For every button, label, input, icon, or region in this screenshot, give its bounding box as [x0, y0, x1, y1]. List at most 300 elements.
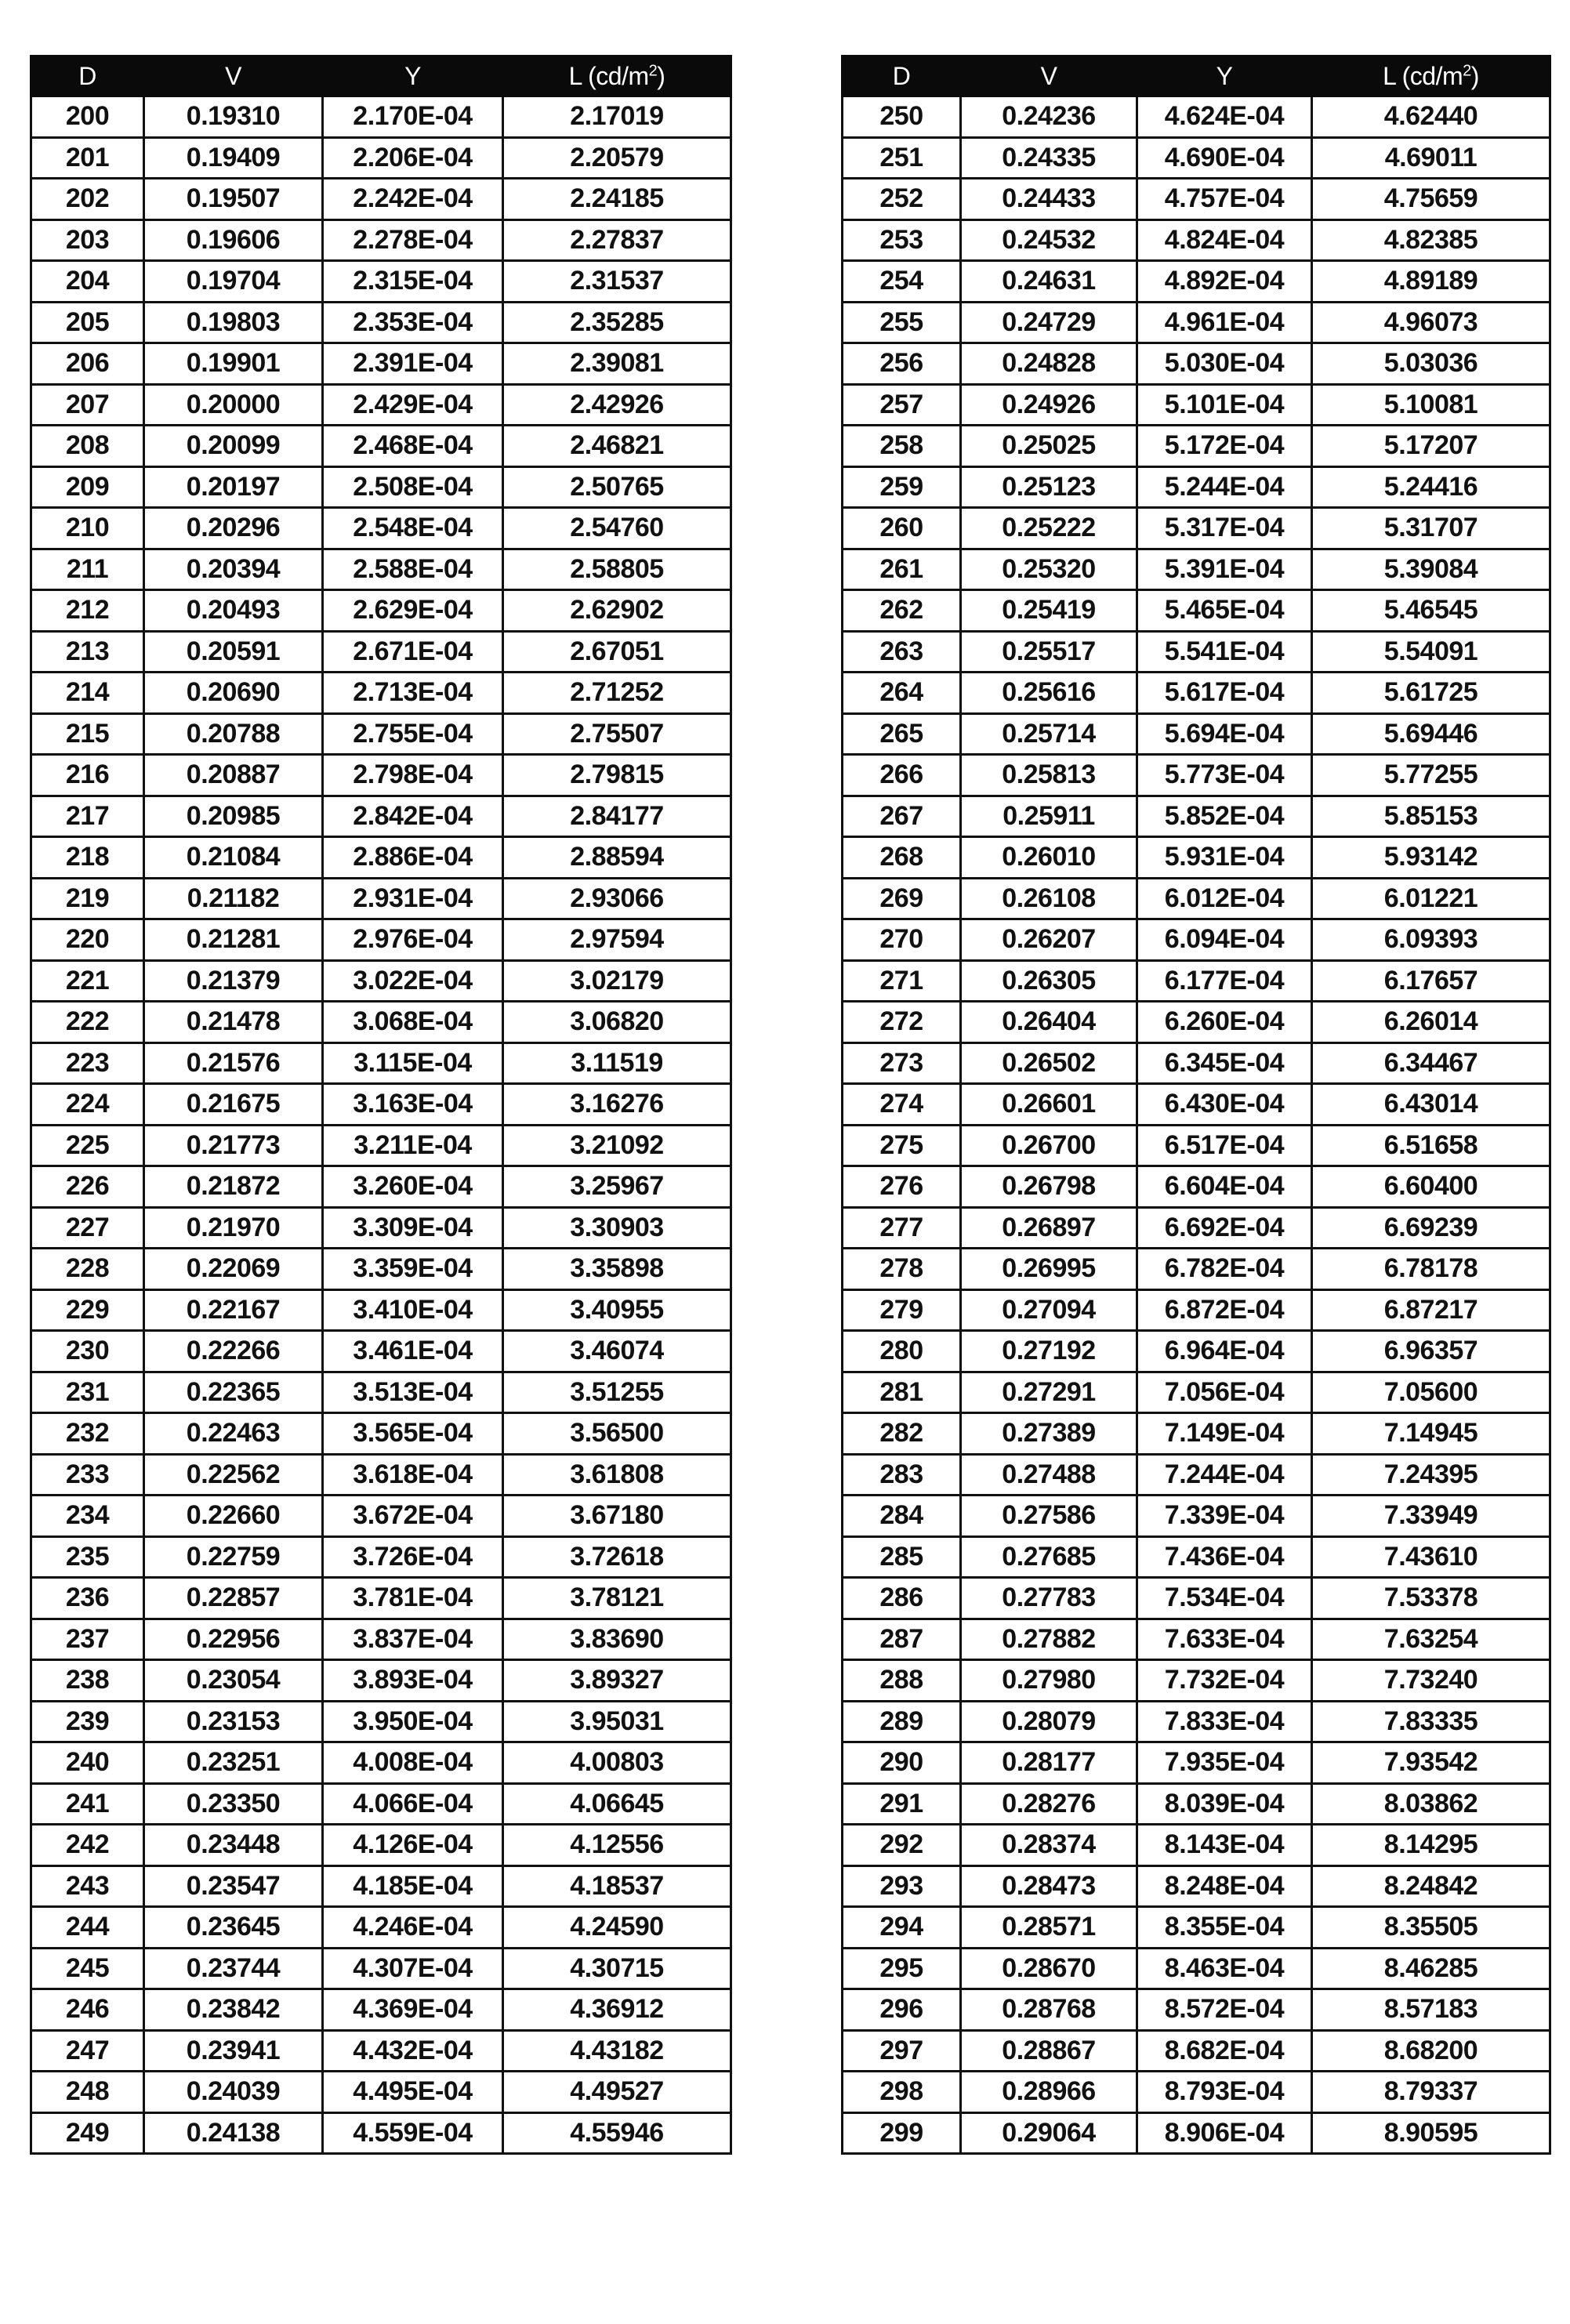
- cell-d: 204: [31, 261, 144, 303]
- cell-d: 282: [843, 1413, 961, 1455]
- cell-y: 5.931E-04: [1137, 837, 1312, 879]
- table-row: [843, 426, 1550, 467]
- cell-l: 6.34467: [1312, 1042, 1550, 1084]
- cell-d: 238: [31, 1660, 144, 1702]
- header-d: D: [31, 56, 144, 96]
- cell-l: 4.18537: [503, 1865, 731, 1907]
- table-row: [31, 1907, 731, 1949]
- cell-d: 214: [31, 673, 144, 714]
- table-body: [31, 96, 731, 2154]
- cell-v: 0.23645: [144, 1907, 323, 1949]
- cell-v: 0.26700: [961, 1125, 1137, 1166]
- table-row: [31, 426, 731, 467]
- cell-d: 272: [843, 1002, 961, 1043]
- cell-l: 2.31537: [503, 261, 731, 303]
- table-row: [843, 1578, 1550, 1619]
- table-row: [843, 549, 1550, 590]
- cell-y: 7.732E-04: [1137, 1660, 1312, 1702]
- cell-l: 8.90595: [1312, 2112, 1550, 2154]
- table-row: [31, 1619, 731, 1660]
- table-row: [31, 919, 731, 961]
- cell-y: 5.391E-04: [1137, 549, 1312, 590]
- cell-l: 3.11519: [503, 1042, 731, 1084]
- cell-v: 0.24433: [961, 179, 1137, 220]
- cell-v: 0.25320: [961, 549, 1137, 590]
- cell-d: 245: [31, 1948, 144, 1989]
- cell-d: 240: [31, 1742, 144, 1784]
- table-row: [843, 508, 1550, 549]
- cell-y: 6.782E-04: [1137, 1249, 1312, 1290]
- cell-d: 270: [843, 919, 961, 961]
- cell-v: 0.20985: [144, 796, 323, 837]
- table-row: [31, 1660, 731, 1702]
- table-row: [843, 302, 1550, 343]
- table-row: [843, 1331, 1550, 1372]
- table-row: [31, 1783, 731, 1825]
- cell-y: 8.572E-04: [1137, 1989, 1312, 2031]
- table-row: [843, 343, 1550, 385]
- cell-v: 0.23941: [144, 2030, 323, 2072]
- cell-y: 3.513E-04: [323, 1372, 503, 1413]
- table-row: [31, 1166, 731, 1208]
- cell-v: 0.19606: [144, 219, 323, 261]
- cell-v: 0.25222: [961, 508, 1137, 549]
- cell-y: 8.793E-04: [1137, 2072, 1312, 2113]
- cell-v: 0.24631: [961, 261, 1137, 303]
- cell-l: 5.46545: [1312, 590, 1550, 632]
- table-row: [31, 590, 731, 632]
- cell-d: 227: [31, 1207, 144, 1249]
- table-row: [31, 343, 731, 385]
- table-row: [31, 1002, 731, 1043]
- cell-l: 6.60400: [1312, 1166, 1550, 1208]
- cell-y: 3.837E-04: [323, 1619, 503, 1660]
- cell-v: 0.21576: [144, 1042, 323, 1084]
- cell-d: 286: [843, 1578, 961, 1619]
- cell-v: 0.21084: [144, 837, 323, 879]
- cell-l: 8.57183: [1312, 1989, 1550, 2031]
- cell-y: 8.906E-04: [1137, 2112, 1312, 2154]
- cell-y: 4.495E-04: [323, 2072, 503, 2113]
- cell-l: 5.24416: [1312, 466, 1550, 508]
- table-row: [843, 837, 1550, 879]
- cell-v: 0.27094: [961, 1289, 1137, 1331]
- cell-v: 0.20394: [144, 549, 323, 590]
- cell-d: 206: [31, 343, 144, 385]
- header-y: Y: [1137, 56, 1312, 96]
- cell-v: 0.23350: [144, 1783, 323, 1825]
- header-l-label: L (cd/m: [1383, 61, 1463, 90]
- table-row: [843, 1865, 1550, 1907]
- cell-d: 294: [843, 1907, 961, 1949]
- cell-l: 2.27837: [503, 219, 731, 261]
- cell-l: 3.72618: [503, 1536, 731, 1578]
- cell-v: 0.20000: [144, 384, 323, 426]
- cell-d: 250: [843, 96, 961, 138]
- table-row: [843, 713, 1550, 755]
- cell-l: 4.89189: [1312, 261, 1550, 303]
- cell-l: 4.75659: [1312, 179, 1550, 220]
- cell-l: 6.17657: [1312, 960, 1550, 1002]
- table-row: [843, 1413, 1550, 1455]
- cell-y: 7.436E-04: [1137, 1536, 1312, 1578]
- cell-d: 247: [31, 2030, 144, 2072]
- cell-d: 232: [31, 1413, 144, 1455]
- table-row: [31, 1948, 731, 1989]
- cell-l: 2.71252: [503, 673, 731, 714]
- cell-y: 6.094E-04: [1137, 919, 1312, 961]
- cell-l: 2.46821: [503, 426, 731, 467]
- cell-l: 2.42926: [503, 384, 731, 426]
- table-row: [31, 1454, 731, 1496]
- table-row: [843, 1166, 1550, 1208]
- cell-v: 0.26010: [961, 837, 1137, 879]
- table-row: [31, 1413, 731, 1455]
- cell-y: 8.682E-04: [1137, 2030, 1312, 2072]
- cell-v: 0.22562: [144, 1454, 323, 1496]
- cell-y: 5.244E-04: [1137, 466, 1312, 508]
- cell-y: 2.278E-04: [323, 219, 503, 261]
- table-row: [843, 755, 1550, 796]
- cell-v: 0.22463: [144, 1413, 323, 1455]
- cell-y: 7.244E-04: [1137, 1454, 1312, 1496]
- cell-v: 0.25616: [961, 673, 1137, 714]
- table-row: [843, 179, 1550, 220]
- cell-d: 285: [843, 1536, 961, 1578]
- cell-y: 2.629E-04: [323, 590, 503, 632]
- cell-d: 287: [843, 1619, 961, 1660]
- cell-l: 2.67051: [503, 631, 731, 673]
- cell-l: 5.85153: [1312, 796, 1550, 837]
- cell-v: 0.28571: [961, 1907, 1137, 1949]
- cell-l: 3.67180: [503, 1496, 731, 1537]
- cell-d: 213: [31, 631, 144, 673]
- cell-l: 4.55946: [503, 2112, 731, 2154]
- cell-y: 6.872E-04: [1137, 1289, 1312, 1331]
- cell-y: 6.345E-04: [1137, 1042, 1312, 1084]
- cell-d: 267: [843, 796, 961, 837]
- table-row: [843, 1742, 1550, 1784]
- cell-l: 5.31707: [1312, 508, 1550, 549]
- table-row: [843, 1948, 1550, 1989]
- cell-l: 3.61808: [503, 1454, 731, 1496]
- cell-l: 5.69446: [1312, 713, 1550, 755]
- header-d: D: [843, 56, 961, 96]
- cell-d: 218: [31, 837, 144, 879]
- table-row: [843, 1454, 1550, 1496]
- table-row: [31, 466, 731, 508]
- cell-y: 5.852E-04: [1137, 796, 1312, 837]
- header-l-superscript: 2: [1463, 61, 1471, 79]
- cell-v: 0.23842: [144, 1989, 323, 2031]
- cell-y: 3.781E-04: [323, 1578, 503, 1619]
- cell-d: 264: [843, 673, 961, 714]
- cell-v: 0.19507: [144, 179, 323, 220]
- cell-v: 0.22956: [144, 1619, 323, 1660]
- cell-y: 4.961E-04: [1137, 302, 1312, 343]
- table-row: [843, 466, 1550, 508]
- cell-v: 0.28177: [961, 1742, 1137, 1784]
- cell-l: 6.78178: [1312, 1249, 1550, 1290]
- table-row: [843, 1042, 1550, 1084]
- cell-v: 0.21379: [144, 960, 323, 1002]
- cell-y: 5.465E-04: [1137, 590, 1312, 632]
- cell-d: 217: [31, 796, 144, 837]
- cell-v: 0.22660: [144, 1496, 323, 1537]
- cell-v: 0.21182: [144, 878, 323, 919]
- cell-l: 2.88594: [503, 837, 731, 879]
- cell-l: 4.96073: [1312, 302, 1550, 343]
- header-y: Y: [323, 56, 503, 96]
- cell-v: 0.26502: [961, 1042, 1137, 1084]
- cell-l: 3.78121: [503, 1578, 731, 1619]
- cell-v: 0.21970: [144, 1207, 323, 1249]
- table-row: [31, 1865, 731, 1907]
- cell-d: 273: [843, 1042, 961, 1084]
- table-row: [31, 1084, 731, 1126]
- cell-d: 276: [843, 1166, 961, 1208]
- cell-l: 2.58805: [503, 549, 731, 590]
- cell-v: 0.24926: [961, 384, 1137, 426]
- cell-y: 2.391E-04: [323, 343, 503, 385]
- cell-v: 0.24236: [961, 96, 1137, 138]
- cell-y: 7.339E-04: [1137, 1496, 1312, 1537]
- cell-v: 0.26601: [961, 1084, 1137, 1126]
- cell-y: 5.172E-04: [1137, 426, 1312, 467]
- cell-d: 284: [843, 1496, 961, 1537]
- header-l-suffix: ): [657, 61, 665, 90]
- cell-l: 7.53378: [1312, 1578, 1550, 1619]
- cell-v: 0.26995: [961, 1249, 1137, 1290]
- cell-y: 3.359E-04: [323, 1249, 503, 1290]
- cell-d: 299: [843, 2112, 961, 2154]
- table-row: [31, 1496, 731, 1537]
- cell-l: 2.93066: [503, 878, 731, 919]
- cell-y: 3.672E-04: [323, 1496, 503, 1537]
- cell-d: 295: [843, 1948, 961, 1989]
- table-row: [31, 219, 731, 261]
- cell-d: 253: [843, 219, 961, 261]
- table-row: [843, 590, 1550, 632]
- cell-v: 0.20197: [144, 466, 323, 508]
- table-header: [843, 56, 1550, 96]
- table-row: [31, 2112, 731, 2154]
- cell-l: 4.06645: [503, 1783, 731, 1825]
- table-row: [843, 384, 1550, 426]
- header-l-superscript: 2: [648, 61, 658, 79]
- cell-d: 254: [843, 261, 961, 303]
- table-row: [31, 1289, 731, 1331]
- cell-d: 280: [843, 1331, 961, 1372]
- cell-v: 0.24828: [961, 343, 1137, 385]
- cell-y: 4.559E-04: [323, 2112, 503, 2154]
- cell-l: 3.35898: [503, 1249, 731, 1290]
- cell-d: 277: [843, 1207, 961, 1249]
- table-row: [31, 1536, 731, 1578]
- cell-v: 0.20788: [144, 713, 323, 755]
- cell-l: 4.30715: [503, 1948, 731, 1989]
- table-row: [31, 1249, 731, 1290]
- cell-v: 0.22857: [144, 1578, 323, 1619]
- cell-l: 7.24395: [1312, 1454, 1550, 1496]
- table-body: [843, 96, 1550, 2154]
- table-row: [31, 1125, 731, 1166]
- header-l: [1312, 56, 1550, 96]
- cell-d: 231: [31, 1372, 144, 1413]
- table-row: [31, 1742, 731, 1784]
- data-table-left: [30, 55, 732, 2155]
- data-table-right: [841, 55, 1551, 2155]
- cell-d: 202: [31, 179, 144, 220]
- cell-l: 7.43610: [1312, 1536, 1550, 1578]
- cell-y: 4.307E-04: [323, 1948, 503, 1989]
- cell-d: 248: [31, 2072, 144, 2113]
- cell-d: 208: [31, 426, 144, 467]
- cell-y: 4.892E-04: [1137, 261, 1312, 303]
- cell-v: 0.20591: [144, 631, 323, 673]
- table-row: [31, 1372, 731, 1413]
- cell-d: 258: [843, 426, 961, 467]
- table-row: [31, 96, 731, 138]
- cell-v: 0.27488: [961, 1454, 1137, 1496]
- cell-d: 266: [843, 755, 961, 796]
- cell-y: 6.692E-04: [1137, 1207, 1312, 1249]
- cell-d: 246: [31, 1989, 144, 2031]
- cell-v: 0.21478: [144, 1002, 323, 1043]
- cell-l: 5.61725: [1312, 673, 1550, 714]
- cell-l: 2.75507: [503, 713, 731, 755]
- cell-l: 4.12556: [503, 1825, 731, 1866]
- cell-l: 8.24842: [1312, 1865, 1550, 1907]
- cell-l: 5.93142: [1312, 837, 1550, 879]
- table-row: [843, 1619, 1550, 1660]
- cell-l: 6.26014: [1312, 1002, 1550, 1043]
- cell-l: 3.02179: [503, 960, 731, 1002]
- cell-y: 4.690E-04: [1137, 137, 1312, 179]
- cell-d: 236: [31, 1578, 144, 1619]
- cell-d: 216: [31, 755, 144, 796]
- cell-l: 6.43014: [1312, 1084, 1550, 1126]
- table-row: [843, 796, 1550, 837]
- cell-y: 2.976E-04: [323, 919, 503, 961]
- cell-l: 7.63254: [1312, 1619, 1550, 1660]
- cell-v: 0.24729: [961, 302, 1137, 343]
- table-row: [843, 631, 1550, 673]
- cell-y: 2.931E-04: [323, 878, 503, 919]
- cell-d: 235: [31, 1536, 144, 1578]
- cell-l: 5.77255: [1312, 755, 1550, 796]
- cell-l: 8.14295: [1312, 1825, 1550, 1866]
- cell-y: 2.798E-04: [323, 755, 503, 796]
- cell-y: 4.432E-04: [323, 2030, 503, 2072]
- cell-v: 0.19901: [144, 343, 323, 385]
- cell-v: 0.25714: [961, 713, 1137, 755]
- cell-l: 6.01221: [1312, 878, 1550, 919]
- cell-l: 2.20579: [503, 137, 731, 179]
- cell-y: 2.755E-04: [323, 713, 503, 755]
- cell-v: 0.24138: [144, 2112, 323, 2154]
- cell-y: 5.694E-04: [1137, 713, 1312, 755]
- cell-y: 7.833E-04: [1137, 1701, 1312, 1742]
- cell-v: 0.26305: [961, 960, 1137, 1002]
- cell-d: 243: [31, 1865, 144, 1907]
- cell-y: 5.617E-04: [1137, 673, 1312, 714]
- cell-d: 292: [843, 1825, 961, 1866]
- table-row: [843, 219, 1550, 261]
- cell-d: 207: [31, 384, 144, 426]
- cell-v: 0.19409: [144, 137, 323, 179]
- cell-d: 203: [31, 219, 144, 261]
- cell-d: 297: [843, 2030, 961, 2072]
- cell-d: 279: [843, 1289, 961, 1331]
- cell-d: 234: [31, 1496, 144, 1537]
- cell-l: 2.97594: [503, 919, 731, 961]
- cell-v: 0.23448: [144, 1825, 323, 1866]
- cell-y: 4.066E-04: [323, 1783, 503, 1825]
- table-row: [31, 755, 731, 796]
- cell-d: 244: [31, 1907, 144, 1949]
- table-row: [843, 960, 1550, 1002]
- cell-d: 219: [31, 878, 144, 919]
- cell-d: 201: [31, 137, 144, 179]
- cell-y: 3.068E-04: [323, 1002, 503, 1043]
- cell-d: 252: [843, 179, 961, 220]
- cell-y: 3.115E-04: [323, 1042, 503, 1084]
- table-row: [843, 1989, 1550, 2031]
- cell-d: 251: [843, 137, 961, 179]
- cell-v: 0.26207: [961, 919, 1137, 961]
- cell-y: 3.461E-04: [323, 1331, 503, 1372]
- cell-l: 5.54091: [1312, 631, 1550, 673]
- cell-l: 3.21092: [503, 1125, 731, 1166]
- cell-d: 291: [843, 1783, 961, 1825]
- cell-d: 288: [843, 1660, 961, 1702]
- cell-v: 0.24335: [961, 137, 1137, 179]
- cell-d: 237: [31, 1619, 144, 1660]
- header-l-label: L (cd/m: [568, 61, 649, 90]
- cell-y: 2.353E-04: [323, 302, 503, 343]
- cell-d: 212: [31, 590, 144, 632]
- cell-v: 0.20296: [144, 508, 323, 549]
- cell-v: 0.28473: [961, 1865, 1137, 1907]
- cell-l: 4.62440: [1312, 96, 1550, 138]
- cell-v: 0.23153: [144, 1701, 323, 1742]
- table-row: [843, 1125, 1550, 1166]
- cell-v: 0.19310: [144, 96, 323, 138]
- header-v: V: [144, 56, 323, 96]
- cell-y: 4.369E-04: [323, 1989, 503, 2031]
- cell-v: 0.27586: [961, 1496, 1137, 1537]
- cell-v: 0.19704: [144, 261, 323, 303]
- table-row: [843, 1084, 1550, 1126]
- table-row: [843, 1701, 1550, 1742]
- cell-y: 7.534E-04: [1137, 1578, 1312, 1619]
- table-row: [843, 1002, 1550, 1043]
- cell-v: 0.25123: [961, 466, 1137, 508]
- cell-v: 0.27783: [961, 1578, 1137, 1619]
- cell-v: 0.27192: [961, 1331, 1137, 1372]
- cell-y: 3.726E-04: [323, 1536, 503, 1578]
- cell-v: 0.19803: [144, 302, 323, 343]
- cell-v: 0.28867: [961, 2030, 1137, 2072]
- cell-v: 0.24532: [961, 219, 1137, 261]
- cell-l: 2.79815: [503, 755, 731, 796]
- cell-y: 2.468E-04: [323, 426, 503, 467]
- cell-d: 241: [31, 1783, 144, 1825]
- cell-d: 239: [31, 1701, 144, 1742]
- cell-y: 2.508E-04: [323, 466, 503, 508]
- cell-d: 269: [843, 878, 961, 919]
